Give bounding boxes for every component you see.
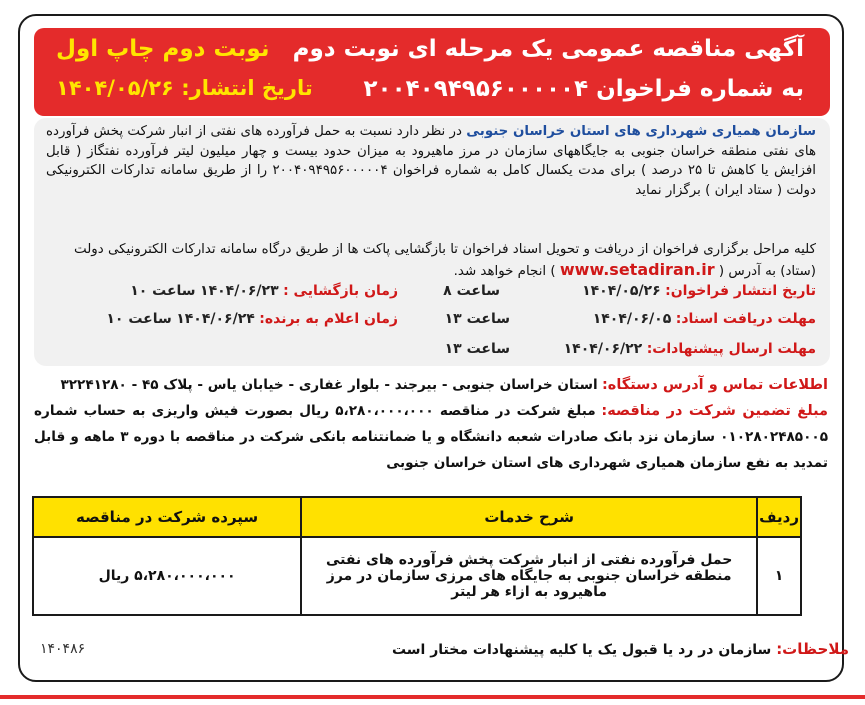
call-number: ۲۰۰۴۰۹۴۹۵۶۰۰۰۰۰۴ (363, 76, 589, 102)
notes-label: ملاحظات: (776, 640, 849, 658)
contact-label: اطلاعات تماس و آدرس دستگاه: (601, 377, 828, 393)
info-box (34, 118, 830, 366)
publish-date-row (582, 282, 816, 304)
guarantee-label: مبلغ تضمین شرکت در مناقصه: (601, 403, 829, 419)
submit-time: ساعت ۱۳ (444, 341, 510, 357)
guarantee-text: مبلغ شرکت در مناقصه ۵،۲۸۰،۰۰۰،۰۰۰ ریال بصورت فیش واریزی به حساب شماره ۰۱۰۲۸۰۲۴۸۵۰۰۵ سازمان نزد بانک صادرات شعبه دانشگاه و یا ضمانتنامه بانکی شرکت در مناقصه با دوره ۳ ماهه و قابل تمدید به نفع سازمان همیاری شهرداری های استان خراسان جنوبی (34, 403, 828, 471)
receive-date: ۱۴۰۴/۰۶/۰۵ (592, 311, 672, 327)
intro-text: در نظر دارد نسبت به حمل فرآورده های نفتی از انبار شرکت پخش فرآورده های نفتی منطقه خراسان جنوبی به جایگاههای سازمان در مرز ماهیرود به میزان حدود بیست و چهار میلیون لیتر فرآورده نفتگاز ( قابل افزایش یا کاهش تا ۲۵ درصد ) برای مدت یکسال کامل به شماره فراخوان ۲۰۰۴۰۹۴۹۵۶۰۰۰۰۰۴ را از طریق سامانه تدارکات الکترونیکی دولت ( ستاد ایران ) برگزار نماید (46, 124, 816, 198)
guarantee-paragraph (34, 398, 828, 476)
services-table (32, 496, 802, 616)
publish-call-date: ۱۴۰۴/۰۵/۲۶ (582, 283, 661, 299)
publish-time: ساعت ۸ (443, 283, 500, 299)
opening-time: ساعت ۱۰ (130, 283, 196, 299)
ad-code: ۱۴۰۴۸۶ (40, 641, 86, 657)
process-text-b: ) انجام خواهد شد. (453, 263, 556, 279)
winner-label: زمان اعلام به برنده: (259, 311, 398, 327)
call-prefix: به شماره فراخوان (596, 76, 804, 102)
submit-row (564, 340, 816, 362)
org-name: سازمان همیاری شهرداری های استان خراسان جنوبی (466, 124, 816, 139)
publish-call-label: تاریخ انتشار فراخوان: (665, 283, 816, 299)
notes-text: سازمان در رد یا قبول یک یا کلیه پیشنهادات مختار است (391, 642, 772, 658)
opening-label: زمان بازگشایی : (283, 283, 398, 299)
col-desc-header: شرح خدمات (301, 497, 757, 537)
intro-paragraph (46, 122, 816, 200)
winner-date: ۱۴۰۴/۰۶/۲۴ (176, 311, 255, 327)
contact-address: استان خراسان جنوبی - بیرجند - بلوار غفاری - خیابان یاس - پلاک ۴۵ - ۳۲۲۴۱۲۸۰ (60, 377, 598, 393)
row-deposit: ۵،۲۸۰،۰۰۰،۰۰۰ ریال (33, 537, 301, 615)
receive-row (593, 310, 816, 332)
contact-section (34, 372, 828, 476)
col-deposit-header: سپرده شرکت در مناقصه (33, 497, 301, 537)
ad-call-line (364, 76, 804, 102)
row-description: حمل فرآورده نفتی از انبار شرکت پخش فرآورده های نفتی منطقه خراسان جنوبی به جایگاه های مرزی سازمان در مرز ماهیرود به ازاء هر لیتر (301, 537, 757, 615)
print-label: نوبت دوم چاپ اول (56, 36, 270, 62)
process-text-a: کلیه مراحل برگزاری فراخوان از دریافت و تحویل اسناد فراخوان تا بازگشایی پاکت ها از طریق درگاه سامانه تدارکات الکترونیکی دولت (ستاد) به آدرس ( (74, 242, 816, 279)
table-header-row (33, 497, 801, 537)
table-row (33, 537, 801, 615)
notes-line (392, 640, 849, 658)
process-paragraph (46, 240, 816, 281)
publish-date-line (56, 76, 313, 100)
setad-link[interactable]: www.setadiran.ir (559, 259, 715, 279)
winner-time: ساعت ۱۰ (106, 311, 172, 327)
row-number: ۱ (757, 537, 801, 615)
col-row-header: ردیف (757, 497, 801, 537)
receive-label: مهلت دریافت اسناد: (675, 311, 816, 327)
ad-title: آگهی مناقصه عمومی یک مرحله ای نوبت دوم (292, 36, 804, 62)
ad-header (34, 28, 830, 116)
receive-time: ساعت ۱۳ (444, 311, 510, 327)
publish-date: ۱۴۰۴/۰۵/۲۶ (56, 76, 174, 100)
bottom-divider (0, 695, 865, 699)
opening-date: ۱۴۰۴/۰۶/۲۳ (200, 283, 279, 299)
submit-date: ۱۴۰۴/۰۶/۲۲ (563, 341, 643, 357)
publish-label: تاریخ انتشار: (181, 76, 313, 100)
opening-row (130, 282, 398, 304)
submit-label: مهلت ارسال پیشنهادات: (646, 341, 816, 357)
contact-line (34, 372, 828, 398)
winner-row (106, 310, 398, 332)
